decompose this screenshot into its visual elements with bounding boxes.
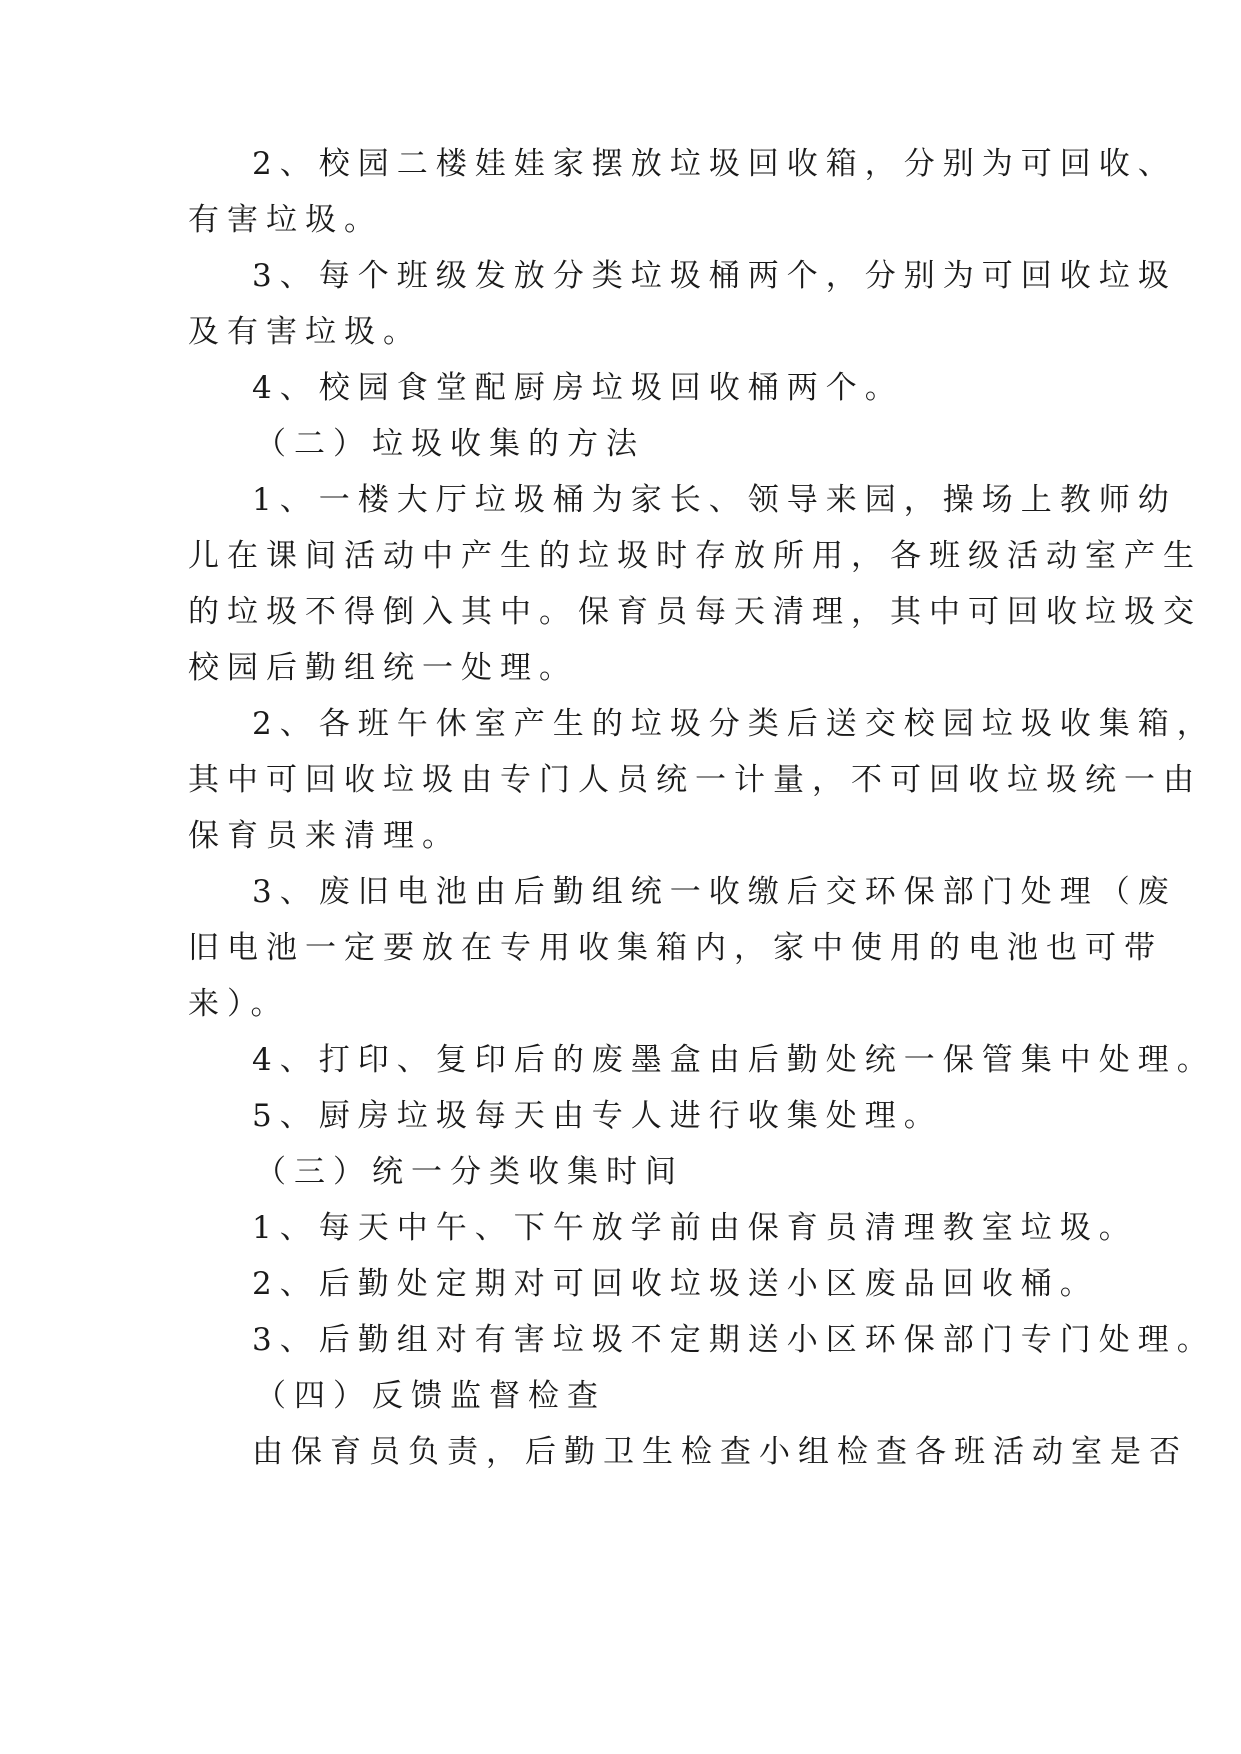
paragraph-line: 3、后勤组对有害垃圾不定期送小区环保部门专门处理。 <box>252 1322 1216 1358</box>
paragraph-line: 及有害垃圾。 <box>188 314 422 350</box>
paragraph-line: 1、一楼大厅垃圾桶为家长、领导来园，操场上教师幼 <box>252 482 1177 518</box>
paragraph-line: 3、废旧电池由后勤组统一收缴后交环保部门处理（废 <box>252 874 1177 910</box>
paragraph-line: 来）。 <box>188 986 290 1022</box>
section-heading: （二）垃圾收集的方法 <box>255 426 645 462</box>
paragraph-line: 保育员来清理。 <box>188 818 461 854</box>
section-heading: （三）统一分类收集时间 <box>255 1154 684 1190</box>
section-heading: （四）反馈监督检查 <box>255 1378 606 1414</box>
paragraph-line: 3、每个班级发放分类垃圾桶两个，分别为可回收垃圾 <box>252 258 1177 294</box>
paragraph-line: 4、校园食堂配厨房垃圾回收桶两个。 <box>252 370 904 406</box>
paragraph-line: 其中可回收垃圾由专门人员统一计量，不可回收垃圾统一由 <box>188 762 1202 798</box>
paragraph-line: 校园后勤组统一处理。 <box>188 650 578 686</box>
paragraph-line: 有害垃圾。 <box>188 202 383 238</box>
paragraph-line: 由保育员负责，后勤卫生检查小组检查各班活动室是否 <box>252 1434 1188 1470</box>
paragraph-line: 2、校园二楼娃娃家摆放垃圾回收箱，分别为可回收、 <box>252 146 1177 182</box>
paragraph-line: 的垃圾不得倒入其中。保育员每天清理，其中可回收垃圾交 <box>188 594 1202 630</box>
paragraph-line: 5、厨房垃圾每天由专人进行收集处理。 <box>252 1098 943 1134</box>
paragraph-line: 1、每天中午、下午放学前由保育员清理教室垃圾。 <box>252 1210 1138 1246</box>
paragraph-line: 2、各班午休室产生的垃圾分类后送交校园垃圾收集箱， <box>252 706 1216 742</box>
paragraph-line: 儿在课间活动中产生的垃圾时存放所用，各班级活动室产生 <box>188 538 1202 574</box>
paragraph-line: 4、打印、复印后的废墨盒由后勤处统一保管集中处理。 <box>252 1042 1216 1078</box>
paragraph-line: 2、后勤处定期对可回收垃圾送小区废品回收桶。 <box>252 1266 1099 1302</box>
paragraph-line: 旧电池一定要放在专用收集箱内，家中使用的电池也可带 <box>188 930 1163 966</box>
